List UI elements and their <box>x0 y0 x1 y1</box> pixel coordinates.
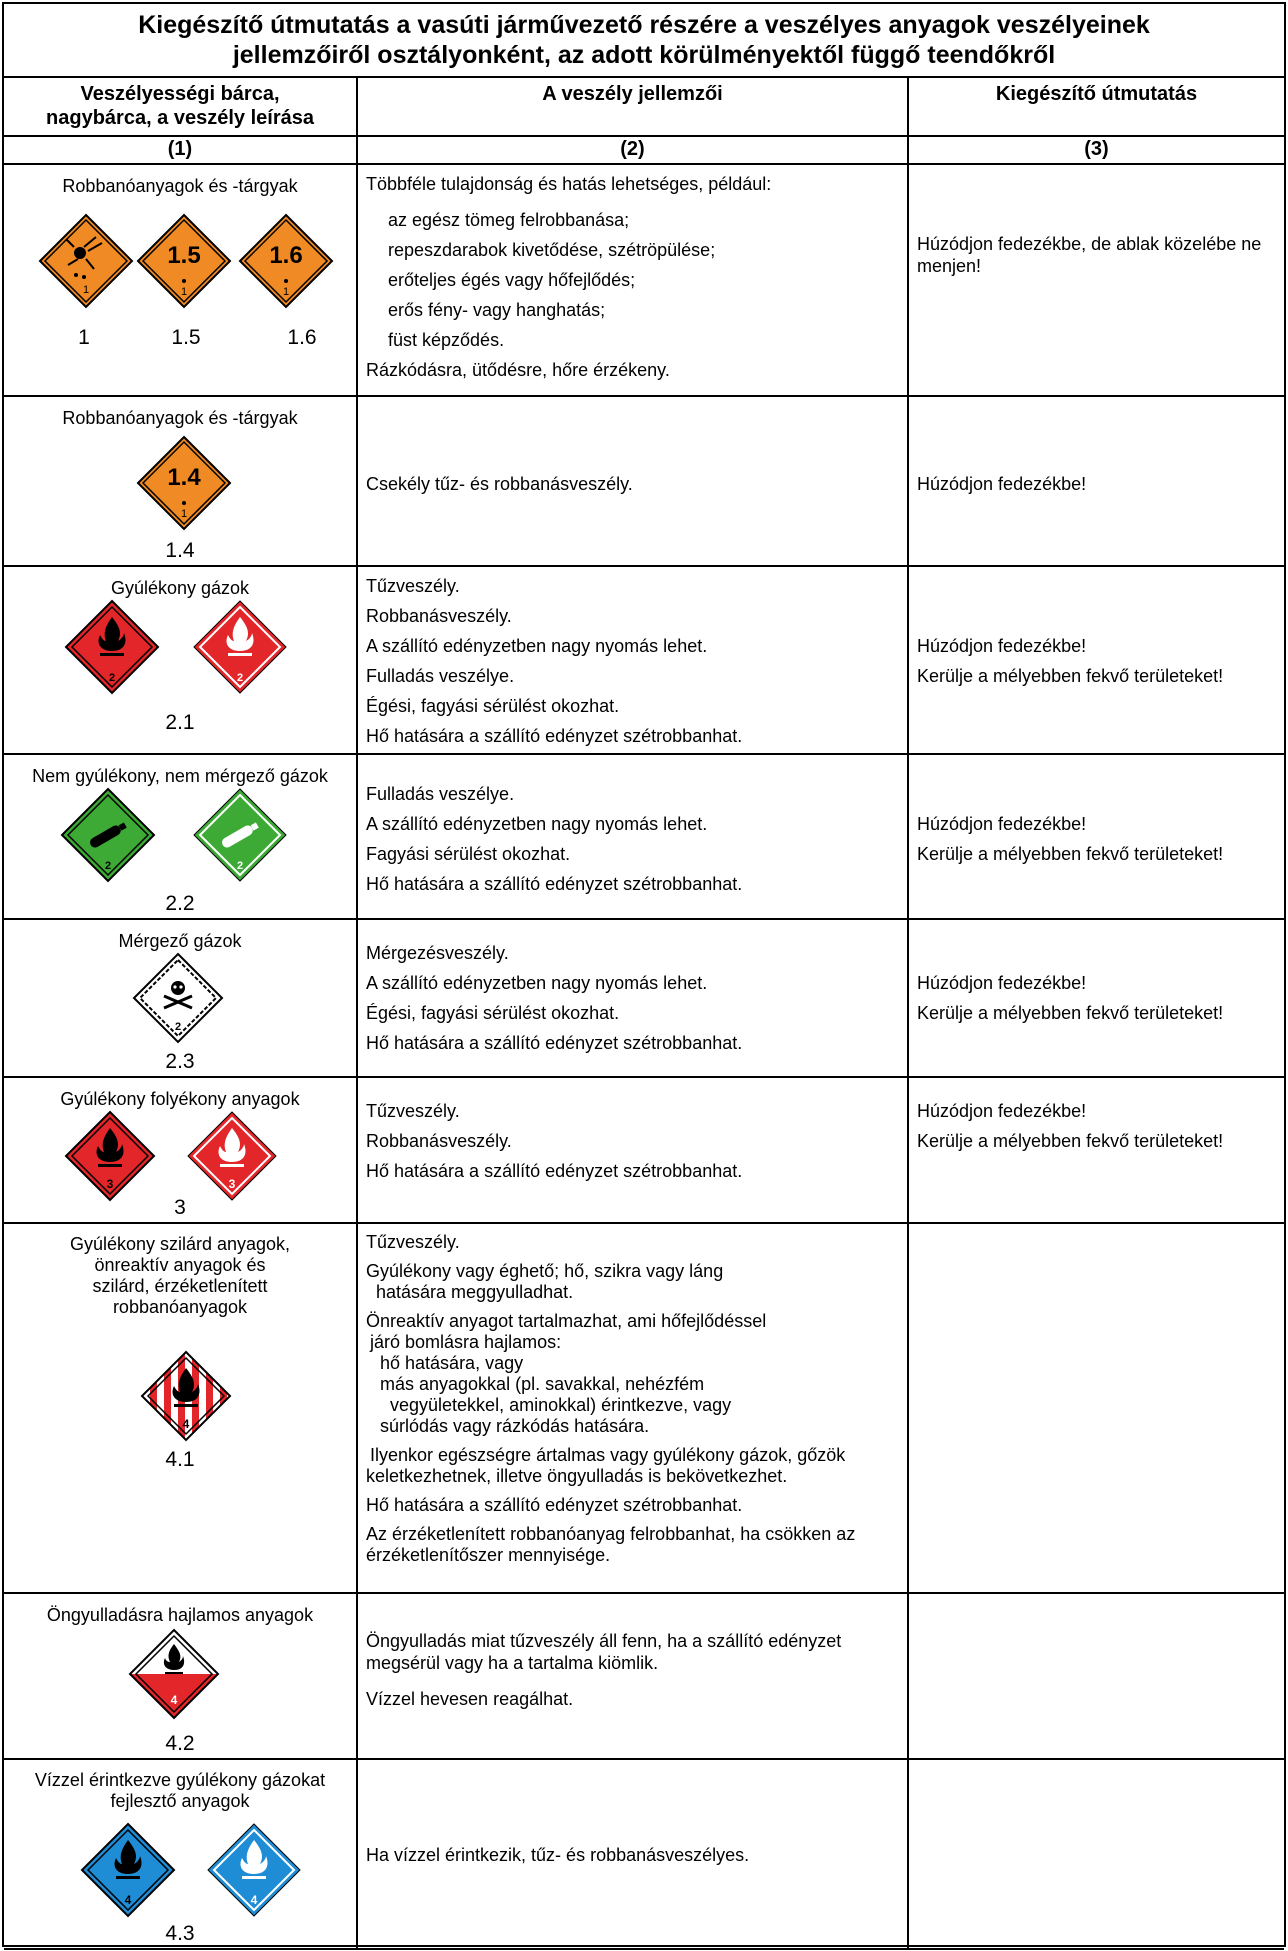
svg-text:1: 1 <box>82 284 90 296</box>
svg-text:3: 3 <box>106 1177 114 1191</box>
svg-text:1: 1 <box>180 508 188 520</box>
hazard-text: A szállító edényzetben nagy nyomás lehet. <box>366 973 708 993</box>
hazard-class-label-line: szilárd, érzéketlenített <box>92 1276 268 1296</box>
guidance-cell <box>908 1077 1284 1223</box>
hazard-text <box>366 1311 899 1437</box>
guidance-text: Húzódjon fedezékbe! <box>917 474 1087 494</box>
hazard-characteristics-cell <box>357 919 908 1077</box>
hazard-text: erőteljes égés vagy hőfejlődés; <box>388 270 636 290</box>
hazard-class-label: Nem gyúlékony, nem mérgező gázok <box>32 766 328 786</box>
hazard-characteristics-cell <box>357 1759 908 1949</box>
hazard-characteristics-cell <box>357 396 908 566</box>
class-code: 1.5 <box>171 326 201 349</box>
hazard-class-label: Robbanóanyagok és -tárgyak <box>62 408 298 428</box>
hazard-class-cell <box>4 1759 357 1949</box>
gas-cylinder-green-sign-icon <box>62 789 154 881</box>
svg-text:4: 4 <box>182 1417 190 1431</box>
column-number-3: (3) <box>908 136 1284 164</box>
table-row <box>4 1593 1284 1759</box>
class-code: 2.3 <box>165 1050 195 1073</box>
guidance-text: Húzódjon fedezékbe! <box>917 814 1087 834</box>
guidance-cell <box>908 1593 1284 1759</box>
hazard-text: Hő hatására a szállító edényzet szétrobbanhat. <box>366 1161 743 1181</box>
hazard-text: Hő hatására a szállító edényzet szétrobbanhat. <box>366 726 743 746</box>
guidance-text: Kerülje a mélyebben fekvő területeket! <box>917 1131 1224 1151</box>
svg-text:1: 1 <box>282 286 290 298</box>
svg-text:2: 2 <box>104 860 112 872</box>
header-col1-line1: Veszélyességi bárca, <box>80 83 280 105</box>
table-row <box>4 1223 1284 1593</box>
svg-text:4: 4 <box>170 1693 178 1707</box>
hazard-text: Robbanásveszély. <box>366 606 512 626</box>
guidance-text: Húzódjon fedezékbe! <box>917 973 1087 993</box>
hazard-text: Hő hatására a szállító edényzet szétrobbanhat. <box>366 1495 743 1515</box>
guidance-cell <box>908 566 1284 754</box>
hazard-text: Hő hatására a szállító edényzet szétrobbanhat. <box>366 874 743 894</box>
guidance-text: Kerülje a mélyebben fekvő területeket! <box>917 1003 1224 1023</box>
hazard-text: Fulladás veszélye. <box>366 784 515 804</box>
hazard-text: Ha vízzel érintkezik, tűz- és robbanásveszélyes. <box>366 1845 750 1865</box>
flammable-gas-signs <box>4 599 357 699</box>
explosive-1-4-sign-icon <box>4 435 357 535</box>
hazard-text: Tűzveszély. <box>366 1232 460 1252</box>
hazard-text: Hő hatására a szállító edényzet szétrobbanhat. <box>366 1033 743 1053</box>
hazard-text-line: más anyagokkal (pl. savakkal, nehézfém <box>380 1374 705 1394</box>
table-row <box>4 919 1284 1077</box>
hazard-class-cell <box>4 919 357 1077</box>
hazard-class-label-line: robbanóanyagok <box>112 1297 248 1317</box>
flammable-solid-sign-icon <box>4 1346 357 1456</box>
hazard-class-label: Mérgező gázok <box>118 931 242 951</box>
guidance-text: Kerülje a mélyebben fekvő területeket! <box>917 844 1224 864</box>
svg-text:1.5: 1.5 <box>167 242 201 269</box>
spontaneous-combustion-sign-icon <box>4 1626 357 1726</box>
hazard-text-line: hatására meggyulladhat. <box>376 1282 574 1302</box>
toxic-gas-sign-icon <box>4 952 357 1048</box>
hazard-text <box>366 1261 899 1303</box>
hazard-class-label <box>4 1234 356 1318</box>
hazard-characteristics-cell <box>357 1077 908 1223</box>
hazard-characteristics-cell <box>357 754 908 919</box>
hazard-text: Fagyási sérülést okozhat. <box>366 844 571 864</box>
explosive-signs <box>4 207 357 357</box>
hazard-text-line: érzéketlenítőszer mennyisége. <box>366 1545 611 1565</box>
class-code: 1.6 <box>287 326 317 349</box>
table-row <box>4 164 1284 396</box>
header-row <box>4 78 1284 136</box>
hazard-text: A szállító edényzetben nagy nyomás lehet. <box>366 636 708 656</box>
header-col2: A veszély jellemzői <box>357 78 908 136</box>
flammable-gas-white-sign-icon <box>194 601 286 693</box>
header-col3: Kiegészítő útmutatás <box>908 78 1284 136</box>
hazard-text: erős fény- vagy hanghatás; <box>388 300 606 320</box>
header-col1 <box>4 78 357 136</box>
guidance-text: Húzódjon fedezékbe! <box>917 636 1087 656</box>
guidance-cell <box>908 919 1284 1077</box>
hazard-text: Mérgezésveszély. <box>366 943 509 963</box>
class-code: 1.4 <box>165 539 195 562</box>
document <box>2 2 1286 1947</box>
hazard-text-line: járó bomlásra hajlamos: <box>370 1332 562 1352</box>
svg-text:4: 4 <box>250 1893 258 1907</box>
table-row <box>4 754 1284 919</box>
hazard-class-label: Robbanóanyagok és -tárgyak <box>62 176 298 196</box>
hazard-text-line: hő hatására, vagy <box>380 1353 524 1373</box>
hazard-text-line: keletkezhetnek, illetve öngyulladás is bekövetkezhet. <box>366 1466 788 1486</box>
page-title <box>4 4 1284 78</box>
class-code: 4.2 <box>165 1732 195 1755</box>
class-code: 2.2 <box>165 892 195 915</box>
hazard-class-cell <box>4 1223 357 1593</box>
hazard-characteristics-cell <box>357 1593 908 1759</box>
class-code: 4.1 <box>165 1448 195 1471</box>
hazard-text: Tűzveszély. <box>366 576 460 596</box>
hazard-characteristics-cell <box>357 164 908 396</box>
hazard-text: Égési, fagyási sérülést okozhat. <box>366 696 620 716</box>
title-line-2: jellemzőiről osztályonként, az adott körülményektől függő teendőkről <box>232 41 1056 69</box>
column-number-1: (1) <box>4 136 357 164</box>
guidance-cell <box>908 1759 1284 1949</box>
explosive-bomb-sign-icon <box>40 215 132 307</box>
guidance-text: Húzódjon fedezékbe, de ablak közelébe ne menjen! <box>917 234 1262 276</box>
water-reactive-white-sign-icon <box>208 1824 300 1916</box>
hazard-text: Csekély tűz- és robbanásveszély. <box>366 474 633 494</box>
hazard-text: füst képződés. <box>388 330 505 350</box>
guidance-text: Húzódjon fedezékbe! <box>917 1101 1087 1121</box>
hazard-class-cell <box>4 754 357 919</box>
hazard-characteristics-cell <box>357 566 908 754</box>
hazard-class-label-line: Gyúlékony szilárd anyagok, <box>69 1234 291 1254</box>
hazard-characteristics-cell <box>357 1223 908 1593</box>
dangerous-when-wet-signs <box>4 1822 357 1922</box>
table-row <box>4 566 1284 754</box>
hazard-text-line: súrlódás vagy rázkódás hatására. <box>380 1416 650 1436</box>
hazard-text: Rázkódásra, ütődésre, hőre érzékeny. <box>366 360 670 380</box>
flammable-liquid-white-sign-icon <box>188 1112 276 1200</box>
hazard-text: az egész tömeg felrobbanása; <box>388 210 630 230</box>
hazard-text: repeszdarabok kivetődése, szétröpülése; <box>388 240 716 260</box>
class-code: 2.1 <box>165 711 195 734</box>
hazard-class-label: Öngyulladásra hajlamos anyagok <box>46 1605 314 1625</box>
class-code: 3 <box>174 1196 186 1219</box>
hazard-text <box>366 1524 899 1566</box>
hazard-class-label-line: fejlesztő anyagok <box>110 1791 250 1811</box>
hazard-class-label-line: Vízzel érintkezve gyúlékony gázokat <box>34 1770 326 1790</box>
hazard-text-line: vegyületekkel, aminokkal) érintkezve, vagy <box>390 1395 732 1415</box>
hazard-text-line: Ilyenkor egészségre ártalmas vagy gyúlékony gázok, gőzök <box>370 1445 846 1465</box>
hazard-text: Robbanásveszély. <box>366 1131 512 1151</box>
hazard-class-cell <box>4 396 357 566</box>
table-row <box>4 396 1284 566</box>
non-flammable-gas-signs <box>4 787 357 887</box>
guidance-cell <box>908 396 1284 566</box>
hazard-class-cell <box>4 566 357 754</box>
explosive-1-6-sign-icon <box>240 215 332 307</box>
svg-text:1: 1 <box>180 286 188 298</box>
hazard-class-label: Gyúlékony folyékony anyagok <box>60 1089 300 1109</box>
flammable-liquid-red-sign-icon <box>66 1112 154 1200</box>
hazard-text: A szállító edényzetben nagy nyomás lehet. <box>366 814 708 834</box>
svg-text:1.6: 1.6 <box>269 242 303 269</box>
hazard-text: Fulladás veszélye. <box>366 666 515 686</box>
hazard-class-cell <box>4 1077 357 1223</box>
flammable-gas-red-sign-icon <box>66 601 158 693</box>
water-reactive-blue-sign-icon <box>82 1824 174 1916</box>
svg-text:2: 2 <box>236 860 244 872</box>
guidance-text: Kerülje a mélyebben fekvő területeket! <box>917 666 1224 686</box>
svg-text:1.4: 1.4 <box>167 464 201 491</box>
guidance-cell <box>908 754 1284 919</box>
svg-text:2: 2 <box>108 672 116 684</box>
svg-text:3: 3 <box>228 1177 236 1191</box>
hazard-text-line: Gyúlékony vagy éghető; hő, szikra vagy láng <box>366 1261 724 1281</box>
hazard-text <box>366 1445 899 1487</box>
hazard-text-line: Az érzéketlenített robbanóanyag felrobbanhat, ha csökken az <box>366 1524 856 1544</box>
hazard-table <box>4 78 1284 1950</box>
gas-cylinder-white-sign-icon <box>194 789 286 881</box>
table-row <box>4 1077 1284 1223</box>
hazard-text: Vízzel hevesen reagálhat. <box>366 1689 574 1709</box>
hazard-text-line: Öngyulladás miat tűzveszély áll fenn, ha a szállító edényzet <box>366 1631 842 1651</box>
header-col1-line2: nagybárca, a veszély leírása <box>46 107 314 129</box>
table-row <box>4 1759 1284 1949</box>
hazard-class-label: Gyúlékony gázok <box>110 578 250 598</box>
svg-text:2: 2 <box>236 672 244 684</box>
title-line-1: Kiegészítő útmutatás a vasúti járművezető részére a veszélyes anyagok veszélyeinek <box>138 11 1150 39</box>
guidance-cell <box>908 1223 1284 1593</box>
hazard-class-cell <box>4 1593 357 1759</box>
hazard-class-label <box>4 1770 356 1812</box>
hazard-class-label-line: önreaktív anyagok és <box>94 1255 266 1275</box>
class-code: 4.3 <box>165 1922 195 1945</box>
svg-text:2: 2 <box>174 1021 182 1033</box>
flammable-liquid-signs <box>4 1110 357 1206</box>
hazard-text-line: Önreaktív anyagot tartalmazhat, ami hőfejlődéssel <box>366 1311 767 1331</box>
column-number-row <box>4 136 1284 164</box>
explosive-1-5-sign-icon <box>138 215 230 307</box>
hazard-text <box>366 1630 899 1674</box>
hazard-text-line: megsérül vagy ha a tartalma kiömlik. <box>366 1653 659 1673</box>
hazard-text: Tűzveszély. <box>366 1101 460 1121</box>
hazard-class-cell <box>4 164 357 396</box>
column-number-2: (2) <box>357 136 908 164</box>
class-code: 1 <box>78 326 90 349</box>
svg-text:4: 4 <box>124 1893 132 1907</box>
guidance-cell <box>908 164 1284 396</box>
hazard-text: Égési, fagyási sérülést okozhat. <box>366 1003 620 1023</box>
hazard-text: Többféle tulajdonság és hatás lehetséges, például: <box>366 174 772 194</box>
